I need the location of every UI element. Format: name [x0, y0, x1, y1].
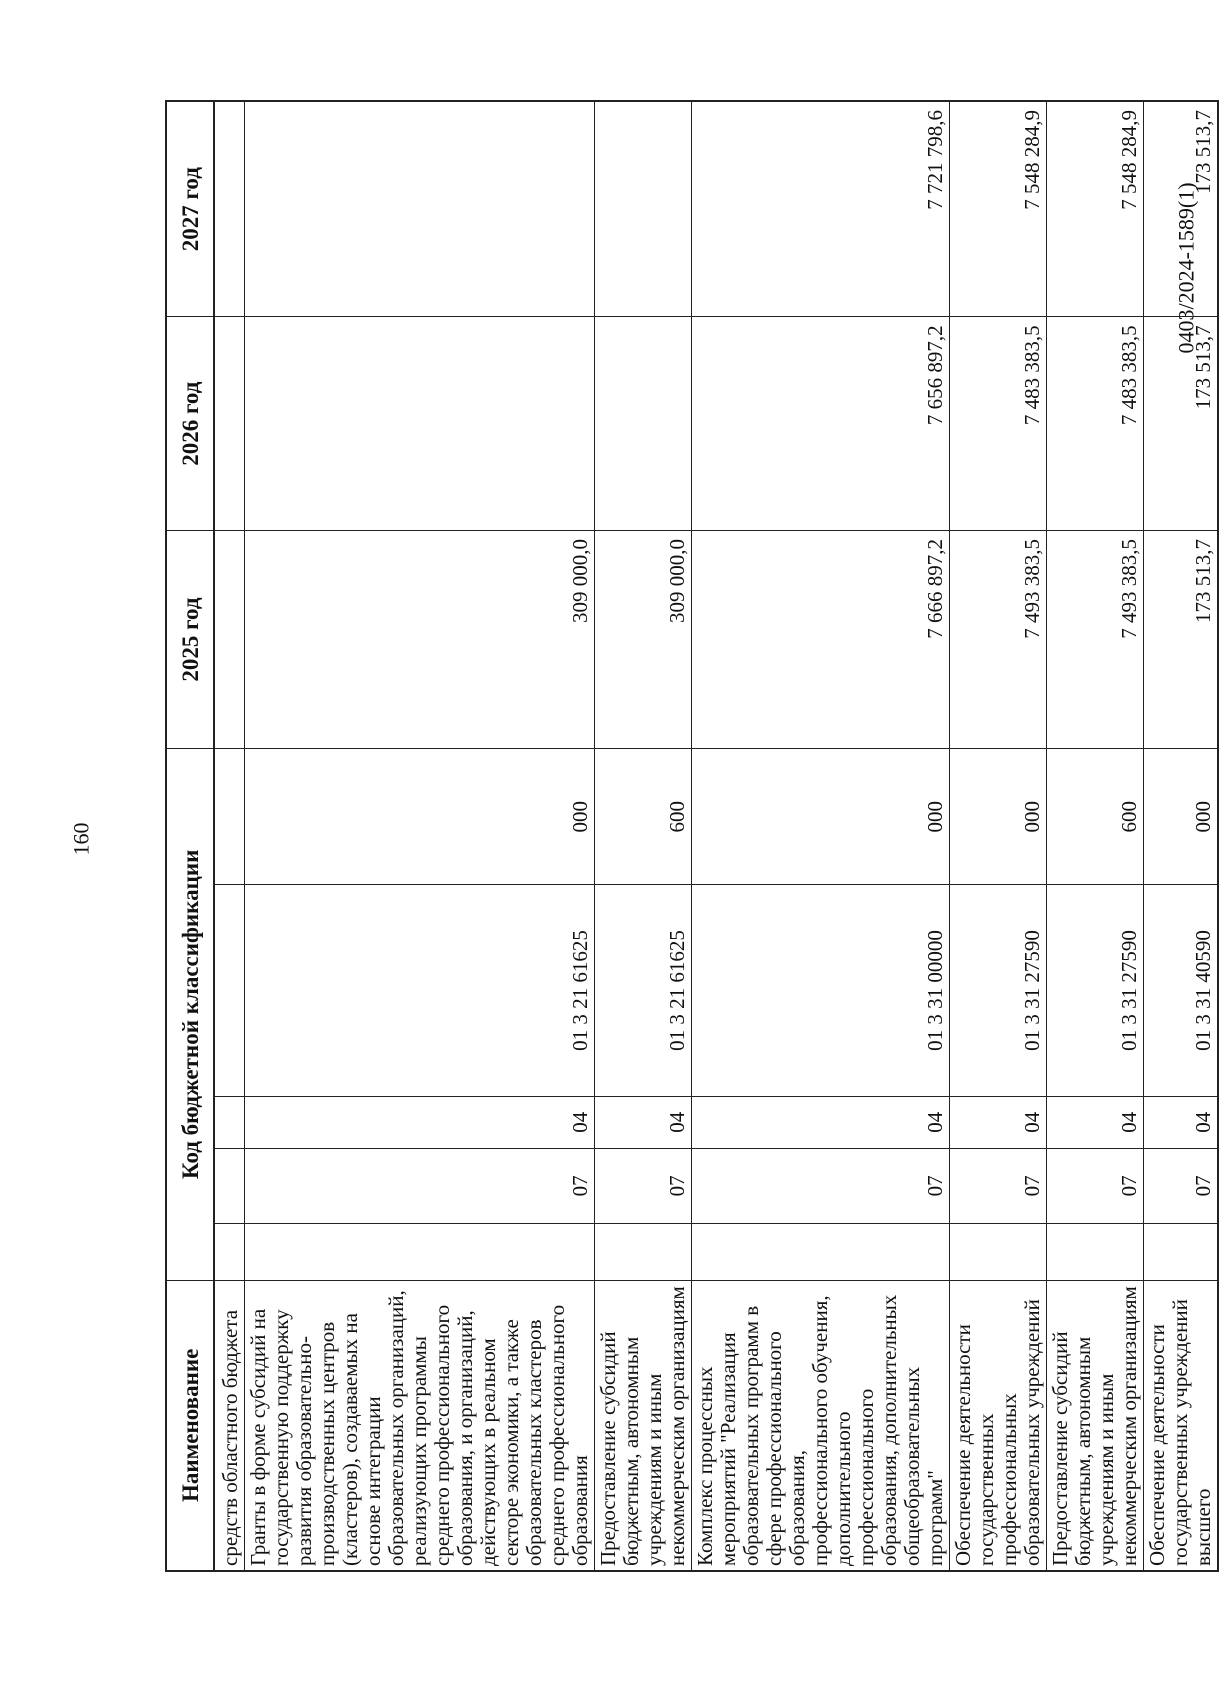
- row-name: Обеспечение деятельности государственных учреждений высшего: [1143, 1280, 1218, 1571]
- row-blank: [214, 1223, 244, 1280]
- row-value-2025: 7 493 383,5: [1046, 530, 1143, 748]
- row-blank: [691, 1223, 949, 1280]
- row-section: 07: [244, 1148, 594, 1223]
- row-value-2027: 7 548 284,9: [1046, 101, 1143, 317]
- row-value-2026: [594, 317, 691, 531]
- row-value-2026: 7 656 897,2: [691, 317, 949, 531]
- row-value-2027: [244, 101, 594, 317]
- row-value-2027: [214, 101, 244, 317]
- row-value-2027: 7 721 798,6: [691, 101, 949, 317]
- header-2025: 2025 год: [166, 530, 214, 748]
- row-subsection: 04: [691, 1096, 949, 1148]
- row-value-2025: 173 513,7: [1143, 530, 1218, 748]
- row-subsection: [214, 1096, 244, 1148]
- row-value-2026: [214, 317, 244, 531]
- table-row: [214, 101, 244, 1571]
- row-value-2027: 173 513,7: [1143, 101, 1218, 317]
- row-target-article: 01 3 21 61625: [594, 885, 691, 1096]
- row-expense-type: 000: [244, 749, 594, 885]
- header-code: Код бюджетной классификации: [166, 749, 214, 1281]
- row-value-2026: 7 483 383,5: [1046, 317, 1143, 531]
- row-name: Комплекс процессных мероприятий "Реализация образовательных программ в сфере профессионального образования, профессионального обучения, дополнительного профессионального образования, дополнительных общеобразовательных программ": [691, 1280, 949, 1571]
- row-value-2026: [244, 317, 594, 531]
- row-section: [214, 1148, 244, 1223]
- table-row: [691, 101, 949, 1571]
- row-name: средств областного бюджета: [214, 1280, 244, 1571]
- row-value-2026: 7 483 383,5: [949, 317, 1046, 531]
- row-subsection: 04: [244, 1096, 594, 1148]
- row-value-2025: 7 493 383,5: [949, 530, 1046, 748]
- row-value-2027: [594, 101, 691, 317]
- row-expense-type: [214, 749, 244, 885]
- row-blank: [1143, 1223, 1218, 1280]
- budget-table: [165, 100, 1219, 1572]
- row-section: 07: [949, 1148, 1046, 1223]
- row-value-2025: 7 666 897,2: [691, 530, 949, 748]
- row-target-article: 01 3 21 61625: [244, 885, 594, 1096]
- row-section: 07: [1143, 1148, 1218, 1223]
- row-blank: [949, 1223, 1046, 1280]
- table-row: [949, 101, 1046, 1571]
- row-blank: [244, 1223, 594, 1280]
- row-expense-type: 000: [1143, 749, 1218, 885]
- row-blank: [1046, 1223, 1143, 1280]
- row-subsection: 04: [594, 1096, 691, 1148]
- table-row: [594, 101, 691, 1571]
- row-section: 07: [594, 1148, 691, 1223]
- row-section: 07: [1046, 1148, 1143, 1223]
- document-code: 0403/2024-1589(1): [1173, 182, 1199, 354]
- row-value-2025: [214, 530, 244, 748]
- table-header-row: [166, 101, 214, 1571]
- row-target-article: 01 3 31 00000: [691, 885, 949, 1096]
- row-name: Предоставление субсидий бюджетным, автономным учреждениям и иным некоммерческим организациям: [594, 1280, 691, 1571]
- table-row: [244, 101, 594, 1571]
- header-name: Наименование: [166, 1280, 214, 1571]
- row-name: Обеспечение деятельности государственных профессиональных образовательных учреждений: [949, 1280, 1046, 1571]
- header-2026: 2026 год: [166, 317, 214, 531]
- row-value-2026: 173 513,7: [1143, 317, 1218, 531]
- row-subsection: 04: [949, 1096, 1046, 1148]
- row-target-article: 01 3 31 27590: [949, 885, 1046, 1096]
- row-target-article: 01 3 31 27590: [1046, 885, 1143, 1096]
- table-row: [1046, 101, 1143, 1571]
- row-target-article: [214, 885, 244, 1096]
- row-expense-type: 000: [691, 749, 949, 885]
- row-value-2027: 7 548 284,9: [949, 101, 1046, 317]
- table-row: [1143, 101, 1218, 1571]
- row-value-2025: 309 000,0: [594, 530, 691, 748]
- row-section: 07: [691, 1148, 949, 1223]
- row-expense-type: 600: [594, 749, 691, 885]
- row-subsection: 04: [1143, 1096, 1218, 1148]
- row-value-2025: 309 000,0: [244, 530, 594, 748]
- row-subsection: 04: [1046, 1096, 1143, 1148]
- row-expense-type: 600: [1046, 749, 1143, 885]
- page-number: 160: [68, 822, 94, 856]
- row-name: Предоставление субсидий бюджетным, автономным учреждениям и иным некоммерческим организациям: [1046, 1280, 1143, 1571]
- row-expense-type: 000: [949, 749, 1046, 885]
- row-blank: [594, 1223, 691, 1280]
- row-name: Гранты в форме субсидий на государственную поддержку развития образовательно-производственных центров (кластеров), создаваемых на основе интеграции образовательных организаций, реализующих программы среднего профессионального образования, и организаций, действующих в реальном секторе экономики, а также образовательных кластеров среднего профессионального образования: [244, 1280, 594, 1571]
- header-2027: 2027 год: [166, 101, 214, 317]
- row-target-article: 01 3 31 40590: [1143, 885, 1218, 1096]
